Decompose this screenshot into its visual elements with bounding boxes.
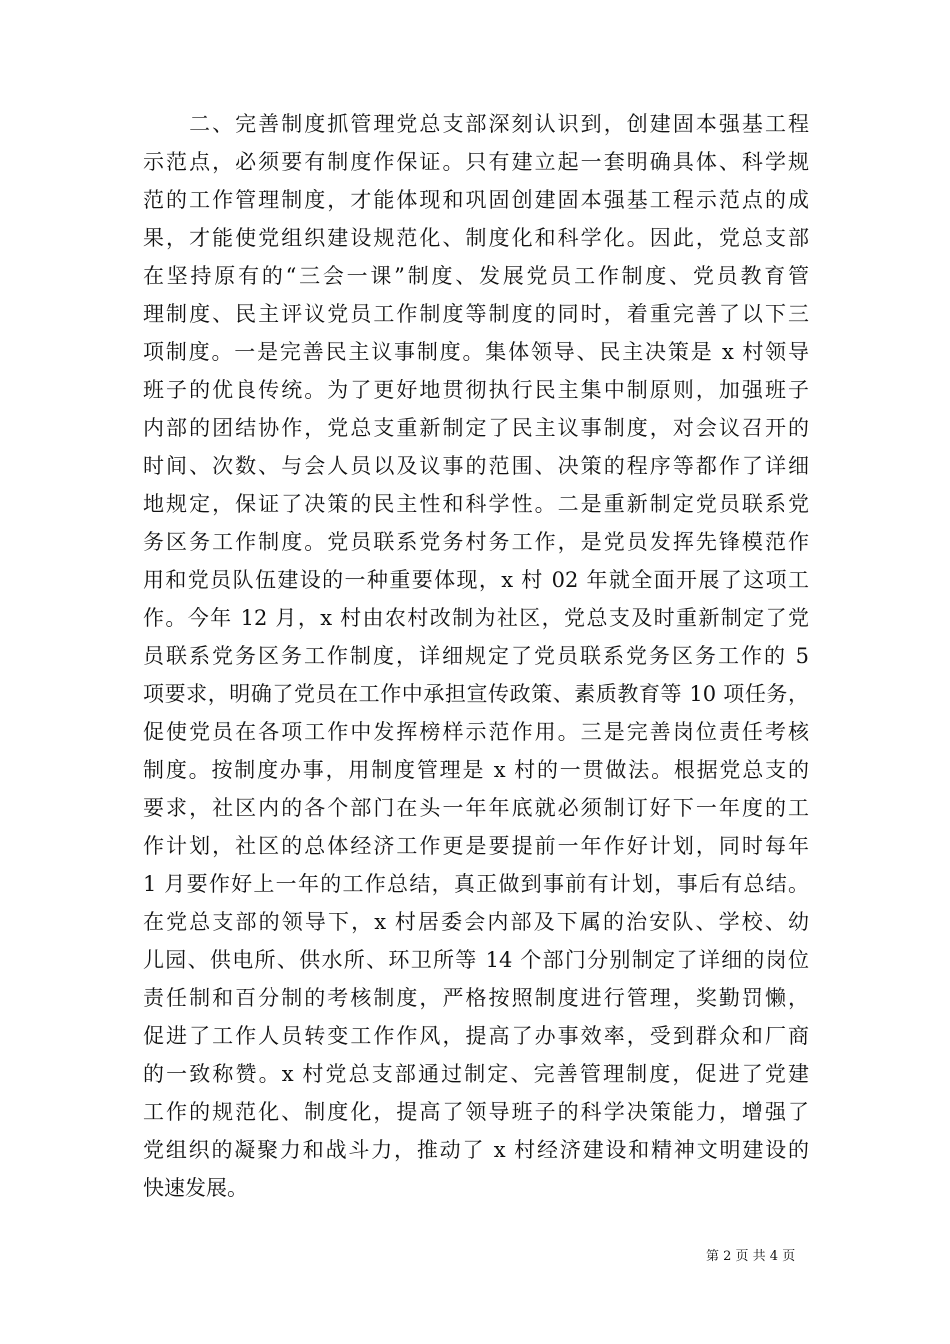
text-line: 党组织的凝聚力和战斗力，推动了 x 村经济建设和精神文明建设的	[143, 1138, 809, 1162]
text-line: 员联系党务区务工作制度，详细规定了党员联系党务区务工作的 5	[143, 644, 809, 668]
text-line: 二、完善制度抓管理党总支部深刻认识到，创建固本强基工程	[143, 112, 809, 136]
text-line: 示范点，必须要有制度作保证。只有建立起一套明确具体、科学规	[143, 150, 809, 174]
text-line: 作。今年 12 月，x 村由农村改制为社区，党总支及时重新制定了党	[143, 606, 809, 630]
text-line: 促进了工作人员转变工作作风，提高了办事效率，受到群众和厂商	[143, 1024, 809, 1048]
text-line: 作计划，社区的总体经济工作更是要提前一年作好计划，同时每年	[143, 834, 809, 858]
text-line: 在党总支部的领导下，x 村居委会内部及下属的治安队、学校、幼	[143, 910, 809, 934]
text-line: 儿园、供电所、供水所、环卫所等 14 个部门分别制定了详细的岗位	[143, 948, 809, 972]
text-line: 责任制和百分制的考核制度，严格按照制度进行管理，奖勤罚懒，	[143, 986, 809, 1010]
text-line: 的一致称赞。x 村党总支部通过制定、完善管理制度，促进了党建	[143, 1062, 809, 1086]
text-line: 快速发展。	[143, 1176, 248, 1200]
body-paragraph	[143, 105, 809, 1207]
text-line: 范的工作管理制度，才能体现和巩固创建固本强基工程示范点的成	[143, 188, 809, 212]
page-number-footer: 第 2 页 共 4 页	[706, 1249, 796, 1264]
text-line: 务区务工作制度。党员联系党务村务工作，是党员发挥先锋模范作	[143, 530, 809, 554]
text-line: 工作的规范化、制度化，提高了领导班子的科学决策能力，增强了	[143, 1100, 809, 1124]
text-line: 用和党员队伍建设的一种重要体现，x 村 02 年就全面开展了这项工	[143, 568, 809, 592]
text-line: 时间、次数、与会人员以及议事的范围、决策的程序等都作了详细	[143, 454, 809, 478]
text-line: 项要求，明确了党员在工作中承担宣传政策、素质教育等 10 项任务，	[143, 682, 809, 706]
text-line: 在坚持原有的“三会一课”制度、发展党员工作制度、党员教育管	[143, 264, 809, 288]
text-line: 1 月要作好上一年的工作总结，真正做到事前有计划，事后有总结。	[143, 872, 809, 896]
text-line: 项制度。一是完善民主议事制度。集体领导、民主决策是 x 村领导	[143, 340, 809, 364]
text-line: 促使党员在各项工作中发挥榜样示范作用。三是完善岗位责任考核	[143, 720, 809, 744]
text-line: 果，才能使党组织建设规范化、制度化和科学化。因此，党总支部	[143, 226, 809, 250]
text-line: 要求，社区内的各个部门在头一年年底就必须制订好下一年度的工	[143, 796, 809, 820]
text-line: 理制度、民主评议党员工作制度等制度的同时，着重完善了以下三	[143, 302, 809, 326]
text-line: 地规定，保证了决策的民主性和科学性。二是重新制定党员联系党	[143, 492, 809, 516]
text-line: 制度。按制度办事，用制度管理是 x 村的一贯做法。根据党总支的	[143, 758, 809, 782]
text-line: 内部的团结协作，党总支重新制定了民主议事制度，对会议召开的	[143, 416, 809, 440]
text-line: 班子的优良传统。为了更好地贯彻执行民主集中制原则，加强班子	[143, 378, 809, 402]
